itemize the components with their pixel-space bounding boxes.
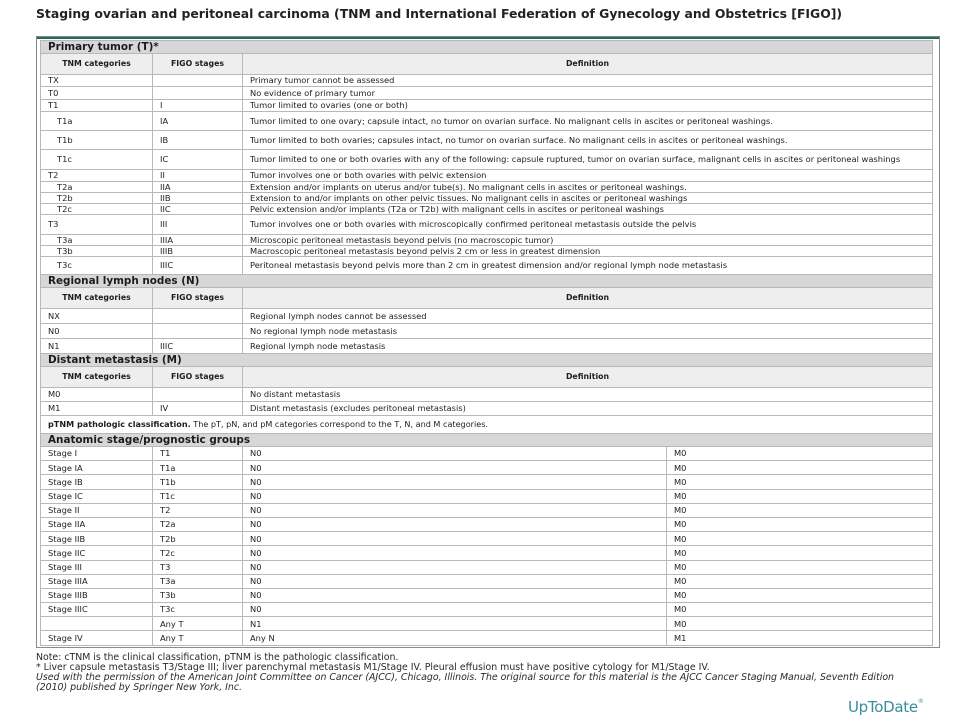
n-cell: N0: [243, 588, 667, 602]
definition-cell: Regional lymph node metastasis: [243, 339, 933, 354]
m-cell: M1: [667, 631, 933, 645]
permission-footnote: Used with the permission of the American Joint Committee on Cancer (AJCC), Chicago, Illinois. The original source for this material is the AJCC Cancer Staging Manual, Seventh Edition (2010) published by Springer New York, Inc.: [36, 672, 894, 694]
definition-cell: Tumor limited to ovaries (one or both): [243, 100, 933, 112]
table-row: [41, 588, 933, 602]
table-row: [41, 560, 933, 574]
tnm-header: TNM categories: [41, 288, 153, 309]
figo-cell: [153, 309, 243, 324]
n-cell: N1: [243, 617, 667, 631]
n-cell: N0: [243, 560, 667, 574]
table-row: [41, 631, 933, 645]
figo-cell: IIB: [153, 193, 243, 204]
t-cell: Any T: [153, 617, 243, 631]
m-cell: M0: [667, 461, 933, 475]
tnm-cell: M0: [41, 388, 153, 402]
t-cell: T3b: [153, 588, 243, 602]
ptnm-note: [41, 416, 933, 434]
tnm-cell: N0: [41, 324, 153, 339]
stage-cell: Stage III: [41, 560, 153, 574]
table-row: [41, 112, 933, 131]
tnm-cell: T2c: [41, 204, 153, 215]
figo-cell: IIIA: [153, 235, 243, 246]
figo-cell: [153, 388, 243, 402]
ptnm-note-text: The pT, pN, and pM categories correspond to the T, N, and M categories.: [190, 419, 488, 430]
stage-cell: Stage II: [41, 503, 153, 517]
table-row: [41, 339, 933, 354]
table-row: [41, 87, 933, 100]
n-cell: N0: [243, 475, 667, 489]
distant-metastasis-section-header: [41, 354, 933, 367]
table-row: [41, 517, 933, 531]
n-cell: Any N: [243, 631, 667, 645]
table-row: [41, 489, 933, 503]
tnm-cell: T2a: [41, 182, 153, 193]
definition-cell: Extension to and/or implants on other pelvic tissues. No malignant cells in ascites or peritoneal washings: [243, 193, 933, 204]
definition-cell: Extension and/or implants on uterus and/or tube(s). No malignant cells in ascites or peritoneal washings.: [243, 182, 933, 193]
table-row: [41, 388, 933, 402]
stage-cell: Stage IV: [41, 631, 153, 645]
tnm-cell: TX: [41, 75, 153, 87]
tnm-cell: T1c: [41, 150, 153, 170]
tnm-cell: M1: [41, 402, 153, 416]
figo-header: FIGO stages: [153, 367, 243, 388]
t-cell: T3: [153, 560, 243, 574]
definition-header: Definition: [243, 54, 933, 75]
m-cell: M0: [667, 517, 933, 531]
stage-cell: Stage IIC: [41, 546, 153, 560]
definition-cell: Distant metastasis (excludes peritoneal metastasis): [243, 402, 933, 416]
figo-cell: IB: [153, 131, 243, 150]
stage-cell: Stage IB: [41, 475, 153, 489]
definition-cell: Pelvic extension and/or implants (T2a or T2b) with malignant cells in ascites or peritoneal washings: [243, 204, 933, 215]
m-cell: M0: [667, 588, 933, 602]
table-row: [41, 204, 933, 215]
m-cell: M0: [667, 603, 933, 617]
definition-header: Definition: [243, 367, 933, 388]
figo-cell: III: [153, 215, 243, 235]
ptnm-note-row: [41, 416, 933, 434]
definition-cell: Peritoneal metastasis beyond pelvis more than 2 cm in greatest dimension and/or regional lymph node metastasis: [243, 257, 933, 275]
regional-nodes-column-headers: [41, 288, 933, 309]
definition-cell: Tumor limited to one ovary; capsule intact, no tumor on ovarian surface. No malignant cells in ascites or peritoneal washings.: [243, 112, 933, 131]
tnm-header: TNM categories: [41, 367, 153, 388]
table-row: [41, 150, 933, 170]
table-row: [41, 131, 933, 150]
figo-cell: IIIB: [153, 246, 243, 257]
m-cell: M0: [667, 617, 933, 631]
stage-cell: Stage IA: [41, 461, 153, 475]
logo-text: UpToDate: [848, 698, 918, 716]
m-cell: M0: [667, 560, 933, 574]
stage-cell: Stage I: [41, 447, 153, 461]
table-row: [41, 532, 933, 546]
table-row: [41, 246, 933, 257]
table-row: [41, 461, 933, 475]
t-cell: T1a: [153, 461, 243, 475]
t-cell: T2c: [153, 546, 243, 560]
figo-cell: IC: [153, 150, 243, 170]
figo-cell: IV: [153, 402, 243, 416]
definition-cell: Primary tumor cannot be assessed: [243, 75, 933, 87]
document-title: Staging ovarian and peritoneal carcinoma (TNM and International Federation of Gynecology and Obstetrics [FIGO]): [36, 6, 843, 21]
definition-cell: Tumor involves one or both ovaries with pelvic extension: [243, 170, 933, 182]
definition-cell: Microscopic peritoneal metastasis beyond pelvis (no macroscopic tumor): [243, 235, 933, 246]
tnm-cell: T3: [41, 215, 153, 235]
n-cell: N0: [243, 603, 667, 617]
table-row: [41, 574, 933, 588]
stage-cell: Stage IC: [41, 489, 153, 503]
figo-header: FIGO stages: [153, 288, 243, 309]
figo-cell: [153, 324, 243, 339]
table-row: [41, 170, 933, 182]
regional-nodes-section-header: [41, 275, 933, 288]
anatomic-stage-section-title: Anatomic stage/prognostic groups: [41, 434, 933, 447]
tnm-header: TNM categories: [41, 54, 153, 75]
table-row: [41, 257, 933, 275]
tnm-cell: T1a: [41, 112, 153, 131]
n-cell: N0: [243, 517, 667, 531]
t-cell: T1c: [153, 489, 243, 503]
table-row: [41, 235, 933, 246]
n-cell: N0: [243, 574, 667, 588]
table-row: [41, 100, 933, 112]
table-row: [41, 475, 933, 489]
tnm-cell: T1b: [41, 131, 153, 150]
logo-registered-mark: ®: [917, 698, 924, 705]
table-row: [41, 324, 933, 339]
t-cell: T2: [153, 503, 243, 517]
figo-cell: I: [153, 100, 243, 112]
anatomic-stage-section-header: [41, 434, 933, 447]
m-cell: M0: [667, 503, 933, 517]
definition-cell: No evidence of primary tumor: [243, 87, 933, 100]
definition-cell: Regional lymph nodes cannot be assessed: [243, 309, 933, 324]
tnm-cell: NX: [41, 309, 153, 324]
table-row: [41, 603, 933, 617]
staging-table-frame: [36, 36, 940, 648]
m-cell: M0: [667, 489, 933, 503]
definition-cell: Macroscopic peritoneal metastasis beyond pelvis 2 cm or less in greatest dimension: [243, 246, 933, 257]
stage-cell: Stage IIIA: [41, 574, 153, 588]
table-row: [41, 75, 933, 87]
figo-cell: [153, 87, 243, 100]
n-cell: N0: [243, 532, 667, 546]
tnm-cell: T2: [41, 170, 153, 182]
definition-cell: No distant metastasis: [243, 388, 933, 402]
figo-cell: IIIC: [153, 339, 243, 354]
stage-cell: Stage IIIC: [41, 603, 153, 617]
accent-bar: [37, 37, 939, 39]
footnotes: [36, 653, 916, 693]
distant-metastasis-section-title: Distant metastasis (M): [41, 354, 933, 367]
asterisk-footnote: * Liver capsule metastasis T3/Stage III; liver parenchymal metastasis M1/Stage IV. Pleural effusion must have positive cytology for M1/Stage IV.: [36, 662, 710, 674]
t-cell: T2a: [153, 517, 243, 531]
table-row: [41, 309, 933, 324]
table-row: [41, 447, 933, 461]
table-row: [41, 402, 933, 416]
n-cell: N0: [243, 503, 667, 517]
t-cell: T1b: [153, 475, 243, 489]
primary-tumor-column-headers: [41, 54, 933, 75]
table-row: [41, 215, 933, 235]
figo-cell: IA: [153, 112, 243, 131]
m-cell: M0: [667, 532, 933, 546]
figo-cell: IIA: [153, 182, 243, 193]
stage-cell: Stage IIA: [41, 517, 153, 531]
figo-header: FIGO stages: [153, 54, 243, 75]
tnm-cell: T3c: [41, 257, 153, 275]
t-cell: Any T: [153, 631, 243, 645]
tnm-cell: T1: [41, 100, 153, 112]
m-cell: M0: [667, 546, 933, 560]
figo-cell: II: [153, 170, 243, 182]
t-cell: T2b: [153, 532, 243, 546]
distant-metastasis-column-headers: [41, 367, 933, 388]
table-row: [41, 546, 933, 560]
definition-header: Definition: [243, 288, 933, 309]
uptodate-logo: [848, 698, 923, 716]
tnm-cell: N1: [41, 339, 153, 354]
table-row: [41, 193, 933, 204]
m-cell: M0: [667, 447, 933, 461]
table-row: [41, 182, 933, 193]
note-text: Note: cTNM is the clinical classification, pTNM is the pathologic classification.: [36, 652, 399, 663]
n-cell: N0: [243, 461, 667, 475]
tnm-cell: T3a: [41, 235, 153, 246]
definition-cell: Tumor limited to both ovaries; capsules intact, no tumor on ovarian surface. No malignant cells in ascites or peritoneal washings.: [243, 131, 933, 150]
n-cell: N0: [243, 489, 667, 503]
t-cell: T1: [153, 447, 243, 461]
t-cell: T3a: [153, 574, 243, 588]
figo-cell: IIC: [153, 204, 243, 215]
tnm-cell: T2b: [41, 193, 153, 204]
primary-tumor-section-title: Primary tumor (T)*: [41, 41, 933, 54]
primary-tumor-section-header: [41, 41, 933, 54]
m-cell: M0: [667, 574, 933, 588]
stage-cell: Stage IIIB: [41, 588, 153, 602]
definition-cell: No regional lymph node metastasis: [243, 324, 933, 339]
t-cell: T3c: [153, 603, 243, 617]
figo-cell: [153, 75, 243, 87]
figo-cell: IIIC: [153, 257, 243, 275]
staging-table: [40, 40, 932, 646]
tnm-cell: T3b: [41, 246, 153, 257]
stage-cell: Stage IIB: [41, 532, 153, 546]
definition-cell: Tumor involves one or both ovaries with microscopically confirmed peritoneal metastasis outside the pelvis: [243, 215, 933, 235]
n-cell: N0: [243, 447, 667, 461]
table-row: [41, 617, 933, 631]
tnm-cell: T0: [41, 87, 153, 100]
table-row: [41, 503, 933, 517]
n-cell: N0: [243, 546, 667, 560]
ptnm-note-bold: pTNM pathologic classification.: [48, 419, 191, 430]
regional-nodes-section-title: Regional lymph nodes (N): [41, 275, 933, 288]
definition-cell: Tumor limited to one or both ovaries with any of the following: capsule ruptured, tumor on ovarian surface, malignant cells in ascites or peritoneal washings: [243, 150, 933, 170]
m-cell: M0: [667, 475, 933, 489]
stage-cell: [41, 617, 153, 631]
